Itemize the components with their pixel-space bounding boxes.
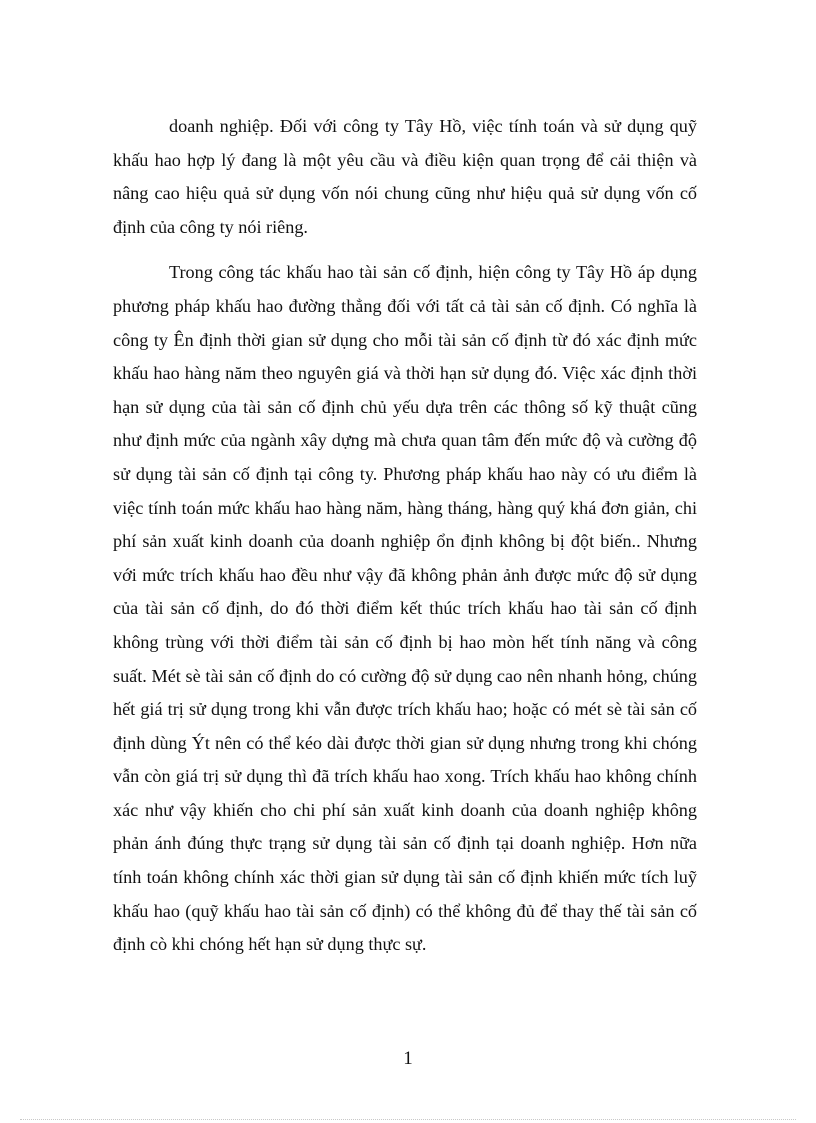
document-body: [113, 110, 697, 962]
paragraph-2: Trong công tác khấu hao tài sản cố định, hiện công ty Tây Hồ áp dụng phương pháp khấu hao đường thẳng đối với tất cả tài sản cố định. Có nghĩa là công ty Ên định thời gian sử dụng cho mỗi tài sản cố định từ đó xác định mức khấu hao hàng năm theo nguyên giá và thời hạn sử dụng đó. Việc xác định thời hạn sử dụng của tài sản cố định chủ yếu dựa trên các thông số kỹ thuật cũng như định mức của ngành xây dựng mà chưa quan tâm đến mức độ và cường độ sử dụng tài sản cố định tại công ty. Phương pháp khấu hao này có ưu điểm là việc tính toán mức khấu hao hàng năm, hàng tháng, hàng quý khá đơn giản, chi phí sản xuất kinh doanh của doanh nghiệp ổn định không bị đột biến.. Nhưng với mức trích khấu hao đều như vậy đã không phản ảnh được mức độ sử dụng của tài sản cố định, do đó thời điểm kết thúc trích khấu hao tài sản cố định không trùng với thời điểm tài sản cố định bị hao mòn hết tính năng và công suất. Mét sè tài sản cố định do có cường độ sử dụng cao nên nhanh hỏng, chúng hết giá trị sử dụng trong khi vẫn được trích khấu hao; hoặc có mét sè tài sản cố định dùng Ýt nên có thể kéo dài được thời gian sử dụng nhưng trong khi chóng vẫn còn giá trị sử dụng thì đã trích khấu hao xong. Trích khấu hao không chính xác như vậy khiến cho chi phí sản xuất kinh doanh của doanh nghiệp không phản ánh đúng thực trạng sử dụng tài sản cố định tại doanh nghiệp. Hơn nữa tính toán không chính xác thời gian sử dụng tài sản cố định khiến mức tích luỹ khấu hao (quỹ khấu hao tài sản cố định) có thể không đủ để thay thế tài sản cố định cò khi chóng hết hạn sử dụng thực sự.: [113, 262, 697, 955]
paragraph-1: doanh nghiệp. Đối với công ty Tây Hồ, việc tính toán và sử dụng quỹ khấu hao hợp lý đang là một yêu cầu và điều kiện quan trọng để cải thiện và nâng cao hiệu quả sử dụng vốn nói chung cũng như hiệu quả sử dụng vốn cố định của công ty nói riêng.: [113, 116, 697, 237]
page-bottom-divider: [20, 1119, 796, 1120]
page-number: 1: [403, 1048, 413, 1069]
